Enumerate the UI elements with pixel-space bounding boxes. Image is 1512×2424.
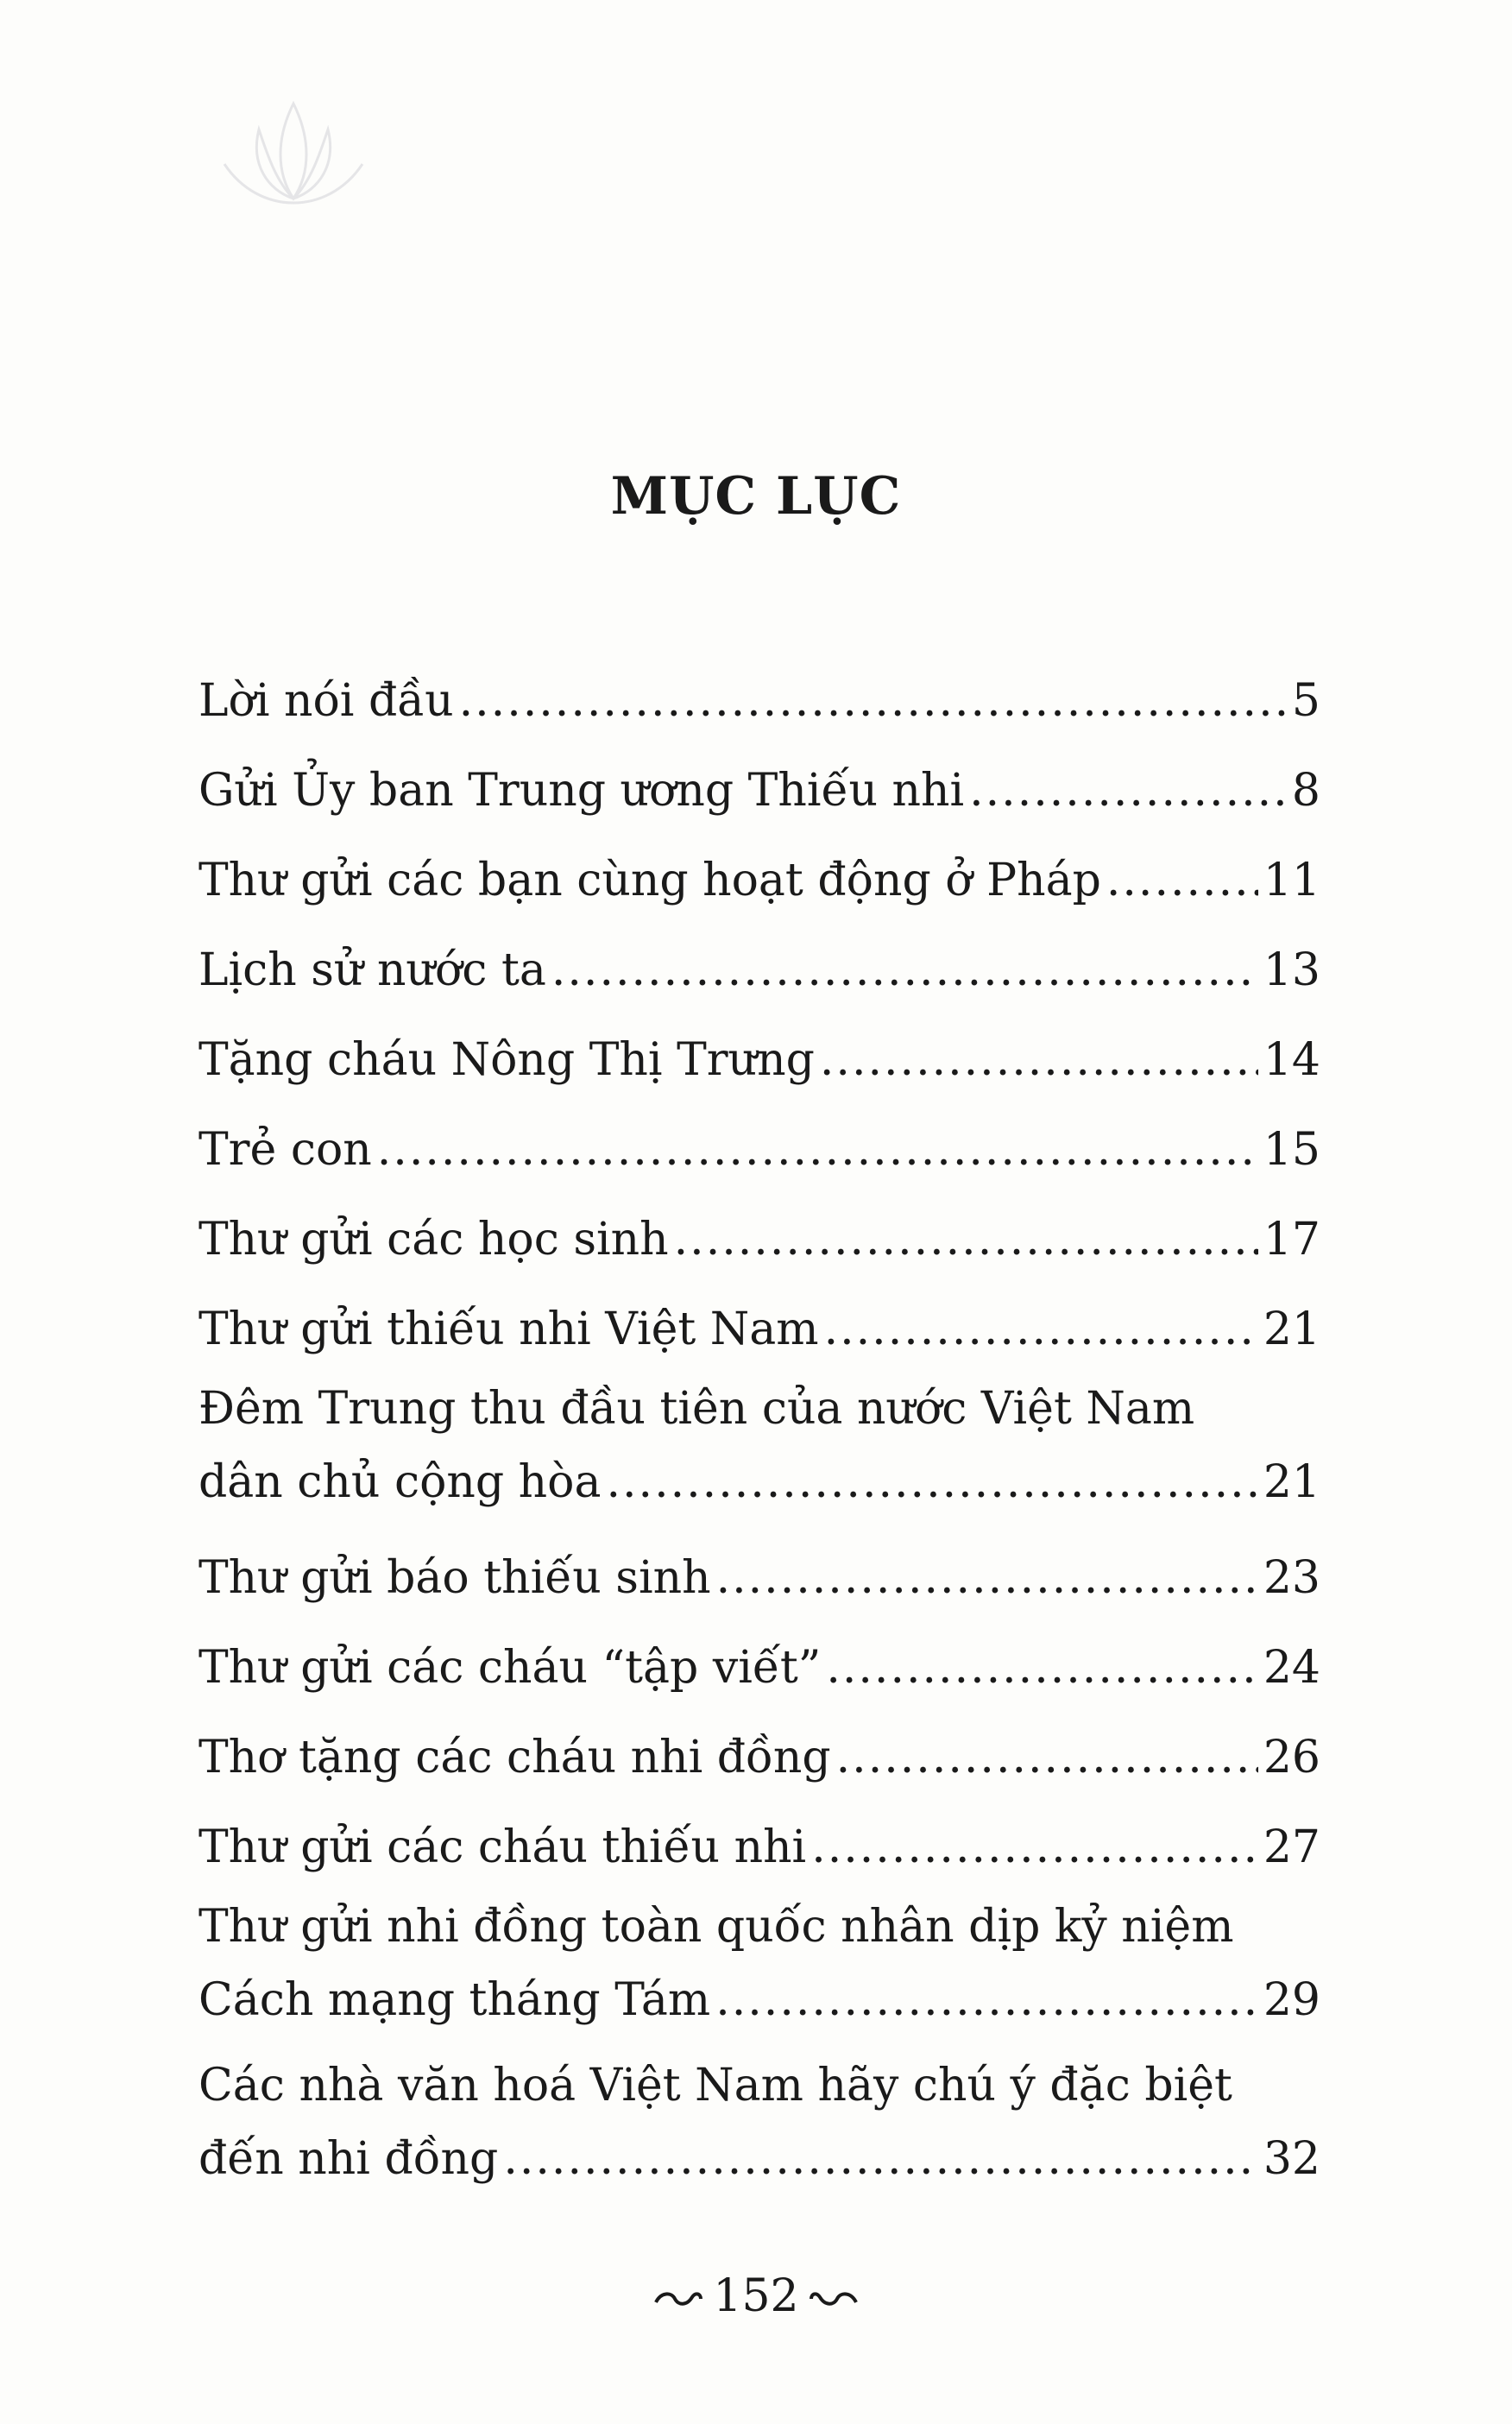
dot-leader bbox=[715, 1961, 1258, 2039]
toc-entry-title: Thư gửi các cháu thiếu nhi bbox=[198, 1821, 807, 1873]
toc-entry bbox=[198, 1374, 1320, 1521]
page-number: 152 bbox=[713, 2270, 799, 2322]
toc-entry-line bbox=[198, 836, 1320, 925]
toc-entry-line bbox=[198, 1285, 1320, 1374]
toc-entry-title: Gửi Ủy ban Trung ương Thiếu nhi bbox=[198, 765, 965, 817]
toc-entry-line bbox=[198, 2051, 1320, 2120]
toc-page-number: 13 bbox=[1263, 944, 1320, 996]
toc-entry-title: Thư gửi thiếu nhi Việt Nam bbox=[198, 1304, 819, 1355]
toc-entry-title: Cách mạng tháng Tám bbox=[198, 1974, 711, 2026]
toc-entry bbox=[198, 1015, 1320, 1105]
toc-entry-line bbox=[198, 1015, 1320, 1105]
left-swirl-icon bbox=[652, 2287, 704, 2313]
toc-entry bbox=[198, 1623, 1320, 1713]
dot-leader bbox=[503, 2120, 1258, 2198]
dot-leader bbox=[377, 1105, 1258, 1195]
toc-entry-line bbox=[198, 1713, 1320, 1802]
toc-entry-line bbox=[198, 746, 1320, 836]
dot-leader bbox=[836, 1713, 1258, 1802]
toc-entry-title: Các nhà văn hoá Việt Nam hãy chú ý đặc biệt bbox=[198, 2060, 1232, 2112]
dot-leader bbox=[811, 1802, 1258, 1892]
toc-page-number: 8 bbox=[1291, 765, 1320, 817]
toc-page-number: 14 bbox=[1263, 1034, 1320, 1086]
page-title: MỤC LỤC bbox=[610, 466, 902, 527]
toc-entry bbox=[198, 1285, 1320, 1374]
toc-entry-line bbox=[198, 1961, 1320, 2039]
toc-entry-title: Thư gửi báo thiếu sinh bbox=[198, 1552, 711, 1604]
toc-entry-line bbox=[198, 1533, 1320, 1623]
toc-entry-title: Thơ tặng các cháu nhi đồng bbox=[198, 1732, 831, 1783]
toc-page-number: 27 bbox=[1263, 1821, 1320, 1873]
dot-leader bbox=[459, 656, 1287, 746]
toc-entry bbox=[198, 746, 1320, 836]
toc-entry-title: dân chủ cộng hòa bbox=[198, 1456, 602, 1508]
dot-leader bbox=[606, 1443, 1257, 1521]
toc-entry bbox=[198, 656, 1320, 746]
toc-page-number: 15 bbox=[1263, 1124, 1320, 1176]
page-footer bbox=[0, 2270, 1512, 2322]
toc-entry-line bbox=[198, 2120, 1320, 2198]
toc-entry-line bbox=[198, 1105, 1320, 1195]
toc-entry-line bbox=[198, 1443, 1320, 1521]
toc-entry-line bbox=[198, 1374, 1320, 1443]
dot-leader bbox=[824, 1285, 1258, 1374]
toc-page-number: 21 bbox=[1263, 1456, 1320, 1508]
toc-entry-title: Thư gửi các bạn cùng hoạt động ở Pháp bbox=[198, 855, 1101, 906]
toc-page-number: 5 bbox=[1291, 675, 1320, 727]
toc-page-number: 32 bbox=[1263, 2133, 1320, 2185]
toc-entry-line bbox=[198, 656, 1320, 746]
toc-entry-line bbox=[198, 1802, 1320, 1892]
dot-leader bbox=[716, 1533, 1258, 1623]
toc-entry bbox=[198, 1892, 1320, 2039]
toc-entry bbox=[198, 1802, 1320, 1892]
toc-entry-title: Tặng cháu Nông Thị Trưng bbox=[198, 1034, 815, 1086]
toc-entry bbox=[198, 1105, 1320, 1195]
toc-page-number: 17 bbox=[1263, 1214, 1320, 1266]
toc-entry bbox=[198, 925, 1320, 1015]
toc-entry bbox=[198, 2051, 1320, 2198]
toc-entry-title: Lịch sử nước ta bbox=[198, 944, 546, 996]
toc-entry-title: Trẻ con bbox=[198, 1124, 372, 1176]
toc-entry-title: đến nhi đồng bbox=[198, 2133, 499, 2185]
toc-entry-line bbox=[198, 1195, 1320, 1285]
dot-leader bbox=[551, 925, 1258, 1015]
toc-entry-title: Thư gửi các học sinh bbox=[198, 1214, 669, 1266]
toc-entry-line bbox=[198, 1892, 1320, 1961]
toc-entry-title: Đêm Trung thu đầu tiên của nước Việt Nam bbox=[198, 1383, 1195, 1435]
toc-page-number: 24 bbox=[1263, 1642, 1320, 1694]
toc-entry-title: Lời nói đầu bbox=[198, 675, 454, 727]
toc-entry-line bbox=[198, 1623, 1320, 1713]
dot-leader bbox=[826, 1623, 1258, 1713]
toc-entry-line bbox=[198, 925, 1320, 1015]
toc-page-number: 29 bbox=[1263, 1974, 1320, 2026]
toc-page-number: 11 bbox=[1263, 855, 1320, 906]
table-of-contents bbox=[198, 656, 1320, 2210]
toc-entry-title: Thư gửi nhi đồng toàn quốc nhân dịp kỷ niệm bbox=[198, 1901, 1234, 1953]
toc-page-number: 21 bbox=[1263, 1304, 1320, 1355]
toc-entry-title: Thư gửi các cháu “tập viết” bbox=[198, 1642, 822, 1694]
right-swirl-icon bbox=[808, 2287, 860, 2313]
lotus-ornament-icon bbox=[207, 86, 380, 224]
dot-leader bbox=[1106, 836, 1258, 925]
toc-entry bbox=[198, 836, 1320, 925]
toc-page-number: 23 bbox=[1263, 1552, 1320, 1604]
toc-entry bbox=[198, 1713, 1320, 1802]
toc-page-number: 26 bbox=[1263, 1732, 1320, 1783]
toc-entry bbox=[198, 1533, 1320, 1623]
toc-entry bbox=[198, 1195, 1320, 1285]
dot-leader bbox=[969, 746, 1287, 836]
dot-leader bbox=[674, 1195, 1258, 1285]
dot-leader bbox=[820, 1015, 1258, 1105]
